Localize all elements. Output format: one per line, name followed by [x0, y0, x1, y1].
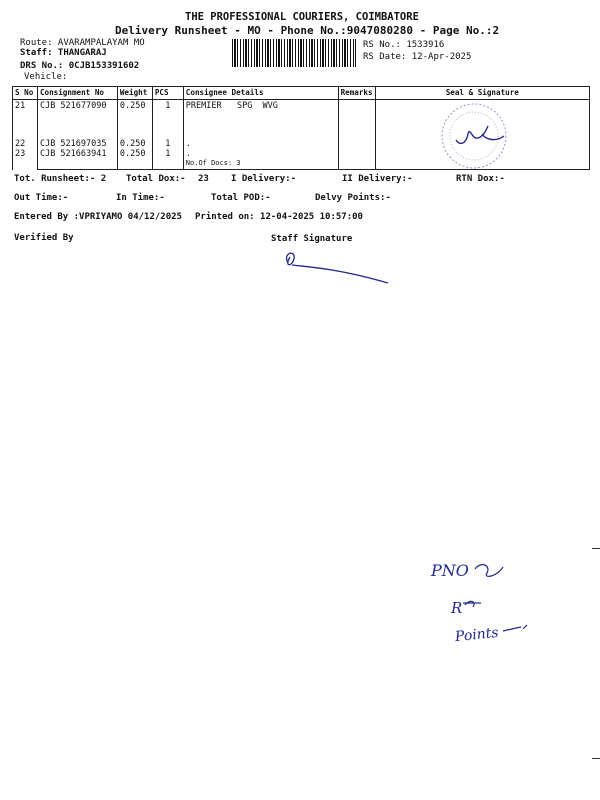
row-remarks	[338, 100, 375, 170]
drs-number: DRS No.: 0CJB153391602	[20, 61, 140, 71]
rs-number: RS No.: 1533916	[363, 40, 445, 50]
company-name: THE PROFESSIONAL COURIERS, COIMBATORE	[185, 11, 419, 23]
col-seal: Seal & Signature	[375, 87, 589, 100]
scan-edge-mark	[592, 548, 600, 549]
total-dox-label: Total Dox:-	[126, 174, 186, 184]
row-consignment: CJB 521697035	[39, 139, 107, 149]
runsheet-table	[12, 86, 590, 170]
handwriting-strikes	[425, 555, 545, 655]
rs-date: RS Date: 12-Apr-2025	[363, 52, 472, 62]
row-pcs: 1	[165, 139, 171, 149]
runsheet-title: Delivery Runsheet - MO - Phone No.:9047080280 - Page No.:2	[115, 24, 500, 37]
staff-signature	[280, 245, 400, 290]
scan-edge-mark	[592, 758, 600, 759]
col-sno: S No	[13, 87, 38, 100]
col-weight: Weight	[117, 87, 152, 100]
out-time: Out Time:-	[14, 193, 69, 203]
barcode	[232, 39, 356, 67]
row-consignee: .	[185, 139, 191, 149]
table-row	[13, 100, 590, 170]
seal-stamp	[426, 96, 516, 176]
row-pcs: 1	[165, 101, 171, 111]
handwritten-points: Points	[454, 624, 500, 646]
printed-on: Printed on: 12-04-2025 10:57:00	[195, 212, 363, 222]
route-label: Route: AVARAMPALAYAM MO	[20, 38, 145, 48]
handwritten-pno: PNO	[431, 561, 469, 580]
i-delivery: I Delivery:-	[231, 174, 297, 184]
total-pod: Total POD:-	[211, 193, 271, 203]
row-seal	[375, 100, 589, 170]
row-sno: 21	[15, 101, 26, 111]
row-consignee: PREMIER SPG WVG	[185, 101, 278, 111]
row-weight: 0.250	[119, 101, 146, 111]
entered-by: Entered By :VPRIYAMO 04/12/2025	[14, 212, 182, 222]
ii-delivery: II Delivery:-	[342, 174, 413, 184]
handwritten-r: R	[451, 599, 463, 617]
in-time: In Time:-	[116, 193, 165, 203]
handwritten-notes	[425, 555, 545, 655]
row-weight: 0.250	[119, 139, 146, 149]
row-consignee: .	[185, 149, 191, 159]
staff-signature-label: Staff Signature	[271, 234, 353, 244]
staff-label: Staff: THANGARAJ	[20, 48, 107, 58]
rtn-dox: RTN Dox:-	[456, 174, 505, 184]
row-consignment: CJB 521677090	[39, 101, 107, 111]
total-dox-value: 23	[198, 174, 209, 184]
row-sno: 23	[15, 149, 26, 159]
row-weight: 0.250	[119, 149, 146, 159]
delvy-points: Delvy Points:-	[315, 193, 391, 203]
col-pcs: PCS	[152, 87, 183, 100]
vehicle-label: Vehicle:	[24, 72, 68, 82]
col-remarks: Remarks	[338, 87, 375, 100]
docs-count: No.Of Docs: 3	[185, 159, 241, 167]
row-sno: 22	[15, 139, 26, 149]
col-consignee: Consignee Details	[183, 87, 338, 100]
verified-by: Verified By	[14, 233, 74, 243]
tot-runsheet: Tot. Runsheet:- 2	[14, 174, 107, 184]
row-pcs: 1	[165, 149, 171, 159]
row-consignment: CJB 521663941	[39, 149, 107, 159]
col-consignment: Consignment No	[37, 87, 117, 100]
